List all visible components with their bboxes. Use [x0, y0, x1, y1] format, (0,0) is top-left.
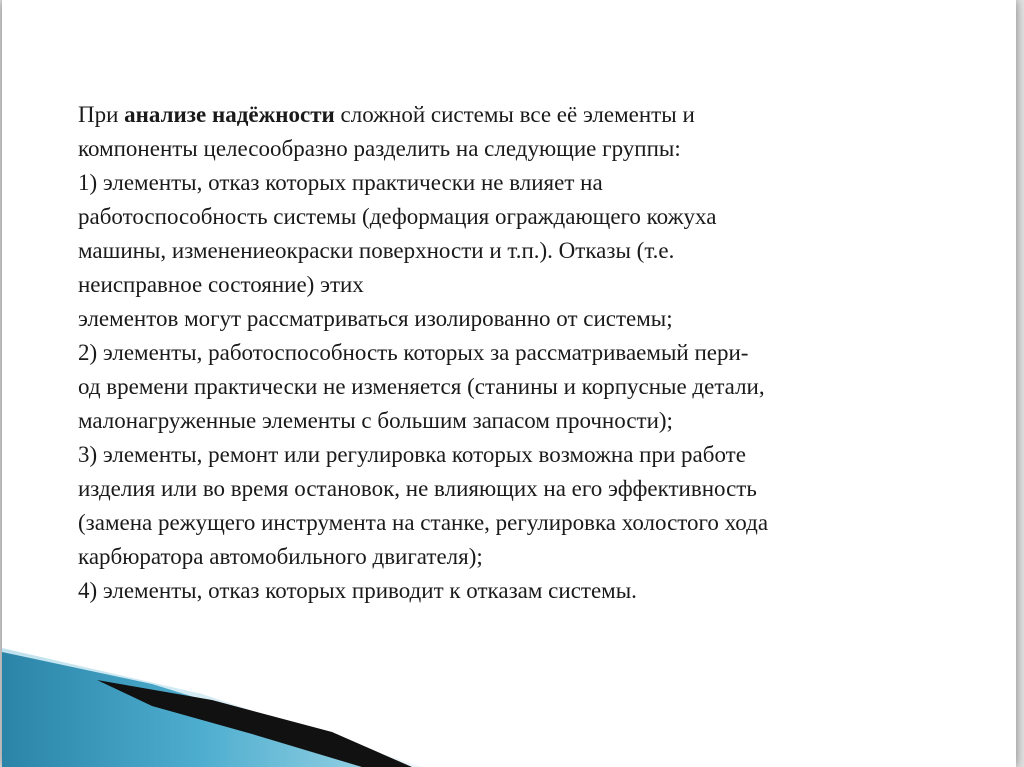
text-line: неисправное состояние) этих [78, 272, 364, 297]
text-line: При анализе надёжности сложной системы все её элементы и [78, 102, 695, 127]
text-line: элементов могут рассматриваться изолированно от системы; [78, 306, 673, 331]
text-line: (замена режущего инструмента на станке, регулировка холостого хода [78, 510, 769, 535]
text-line: 1) элементы, отказ которых практически не влияет на [78, 170, 603, 195]
text-line: 3) элементы, ремонт или регулировка которых возможна при работе [78, 442, 746, 467]
text-line: компоненты целесообразно разделить на следующие группы: [78, 136, 681, 161]
main-text [78, 98, 978, 608]
text-line: од времени практически не изменяется (станины и корпусные детали, [78, 374, 765, 399]
text-line: машины, изменениеокраски поверхности и т.п.). Отказы (т.е. [78, 238, 675, 263]
text-line: изделия или во время остановок, не влияющих на его эффективность [78, 476, 757, 501]
slide [2, 0, 1016, 767]
bold-term: анализе надёжности [124, 102, 335, 127]
text-line: малонагруженные элементы с большим запасом прочности); [78, 408, 673, 433]
text-line: 4) элементы, отказ которых приводит к отказам системы. [78, 578, 637, 603]
text-line: 2) элементы, работоспособность которых за рассматриваемый пери- [78, 340, 749, 365]
text-line: карбюратора автомобильного двигателя); [78, 544, 483, 569]
text-line: работоспособность системы (деформация ограждающего кожуха [78, 204, 717, 229]
